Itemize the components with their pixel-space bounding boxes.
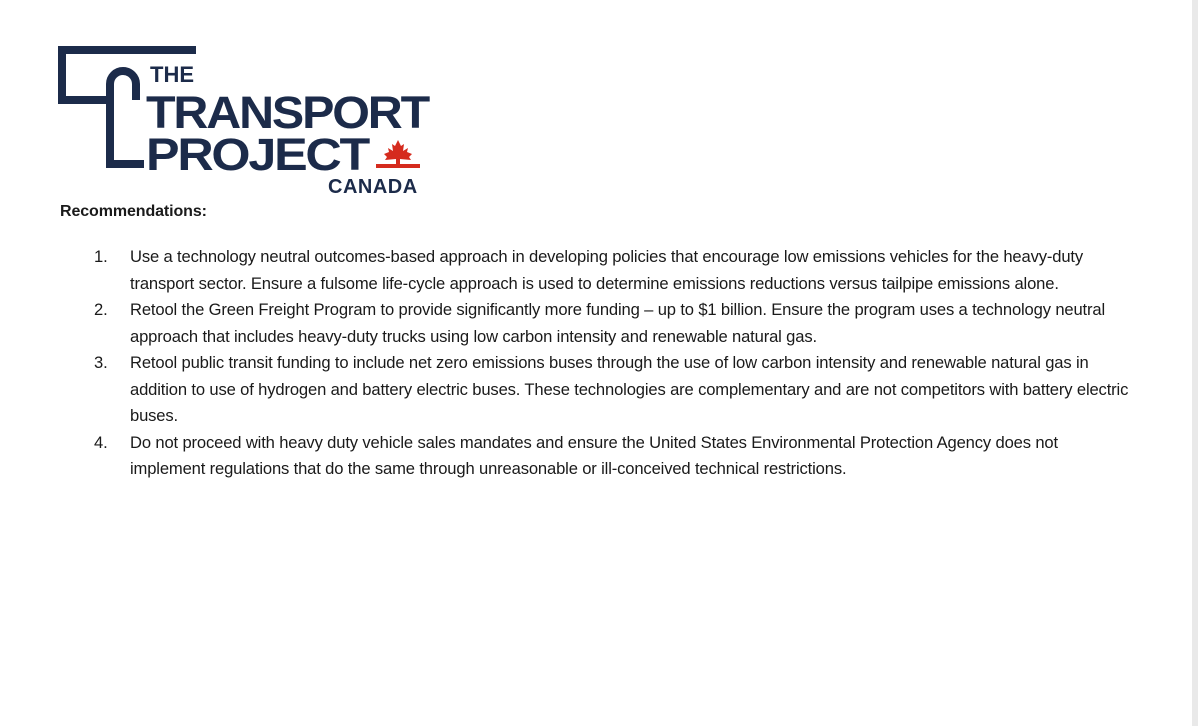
logo-project: PROJECT: [146, 129, 370, 180]
list-item-number: 1.: [94, 247, 108, 266]
recommendations-heading: Recommendations:: [60, 203, 207, 220]
logo-bracket-bottom: [110, 100, 144, 164]
logo-the: THE: [150, 62, 194, 87]
list-item: [94, 244, 1134, 297]
logo-loop: [110, 71, 136, 100]
logo-leaf-bar: [376, 164, 420, 168]
list-item-number: 3.: [94, 353, 108, 372]
list-item: [94, 430, 1134, 483]
logo-canada: CANADA: [328, 176, 418, 198]
transport-project-logo: [58, 46, 438, 198]
list-item-text: Retool public transit funding to include net zero emissions buses through the use of low carbon intensity and renewable natural gas in addition to use of hydrogen and battery electric buses. These technologies are complementary and are not competitors with battery electric buses.: [130, 353, 1129, 425]
list-item-number: 4.: [94, 432, 108, 452]
list-item: [94, 350, 1134, 430]
maple-leaf-icon: [384, 140, 412, 164]
logo-transport: TRANSPORT: [146, 87, 430, 138]
list-item-text: Do not proceed with heavy duty vehicle sales mandates and ensure the United States Environmental Protection Agency does not implement regulations that do the same through unreasonable or ill-conceived technical restrictions.: [130, 432, 1058, 478]
page-edge: [1192, 0, 1198, 726]
recommendations-list: [94, 244, 1134, 483]
list-item-text: Retool the Green Freight Program to provide significantly more funding – up to $1 billion. Ensure the program uses a technology neutral approach that includes heavy-duty trucks using low carbon intensity and renewable natural gas.: [130, 300, 1106, 346]
list-item: [94, 297, 1134, 350]
list-item-text: Use a technology neutral outcomes-based approach in developing policies that encourage low emissions vehicles for the heavy-duty transport sector. Ensure a fulsome life-cycle approach is used to determine emissions reductions versus tailpipe emissions alone.: [130, 247, 1084, 293]
list-item-number: 2.: [94, 300, 108, 319]
logo-graphic: [58, 46, 438, 198]
